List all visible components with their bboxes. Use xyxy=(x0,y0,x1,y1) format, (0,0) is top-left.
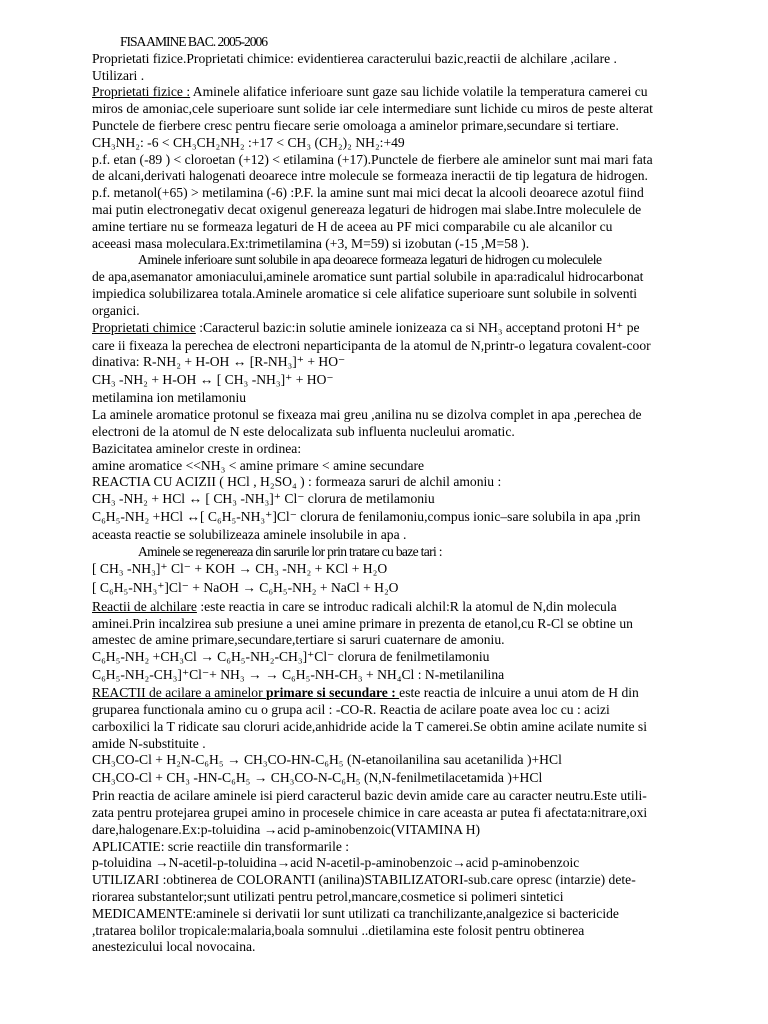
text-line: de apa,asemanator amoniacului,aminele aromatice sunt partial solubile in apa:radicalul hidrocarbonat xyxy=(92,269,644,285)
text-line: p.f. etan (-89 ) < cloroetan (+12) < etilamina (+17).Punctele de fierbere ale aminelor sunt mai mari fata xyxy=(92,151,653,167)
text-line: Prin reactia de acilare aminele isi pierd caracterul bazic devin amide care au caracter neutru.Este utili- xyxy=(92,788,647,804)
text-line: metilamina ion metilamoniu xyxy=(92,390,247,406)
text-line: aceasta reactie se solubilizeaza aminele insolubile in apa . xyxy=(92,527,407,543)
text-line: aminei.Prin incalzirea sub presiune a unei amine primare in prezenta de etanol,cu R-Cl se obtine un xyxy=(92,615,633,631)
text-line: amestec de amine primare,secundare,tertiare si saruri cuaternare de amoniu. xyxy=(92,632,505,648)
section-heading-acids: REACTIA CU ACIZII ( HCl , H₂SO₄ ) : formeaza saruri de alchil amoniu : xyxy=(92,474,502,490)
text-run-bold: primare si secundare : xyxy=(266,685,400,701)
formula-line: dinativa: R-NH₂ + H-OH ↔ [R-NH₃]⁺ + HO⁻ xyxy=(92,354,346,370)
text-run: :este reactia in care se introduc radicali alchil:R la atomul de N,din molecula xyxy=(196,598,617,614)
formula-line: CH₃ -NH₂ + HCl ↔ [ CH₃ -NH₃]⁺ Cl⁻ clorura de metilamoniu xyxy=(92,491,435,507)
formula-line: [ C₆H₅-NH₃⁺]Cl⁻ + NaOH → C₆H₅-NH₂ + NaCl + H₂O xyxy=(92,579,399,595)
section-heading-alkylation: Reactii de alchilare xyxy=(92,598,197,614)
text-line: La aminele aromatice protonul se fixeaza mai greu ,anilina nu se dizolva complet in apa ,perechea de xyxy=(92,407,642,423)
section-heading-acylation: REACTII de acilare a aminelor xyxy=(92,685,266,701)
text-line: riorarea substantelor;sunt utilizati pentru petrol,mancare,cosmetice si polimeri sintetici xyxy=(92,889,564,905)
text-line: aceeasi masa moleculara.Ex:trimetilamina (+3, M=59) si izobutan (-15 ,M=58 ). xyxy=(92,235,530,251)
text-line: Aminele inferioare sunt solubile in apa deoarece formeaza legaturi de hidrogen cu moleculele xyxy=(138,252,602,268)
text-line: Punctele de fierbere cresc pentru fiecare serie omoloaga a aminelor primare,secundare si tertiare. xyxy=(92,117,619,133)
formula-line: [ CH₃ -NH₃]⁺ Cl⁻ + KOH → CH₃ -NH₂ + KCl + H₂O xyxy=(92,560,388,576)
formula-line: C₆H₅-NH₂ +CH₃Cl → C₆H₅-NH₂-CH₃]⁺Cl⁻ clorura de fenilmetilamoniu xyxy=(92,649,490,665)
text-line: Utilizari . xyxy=(92,67,145,83)
section-heading-physical: Proprietati fizice : xyxy=(92,84,191,100)
text-line xyxy=(92,599,760,616)
text-line: amine aromatice <<NH₃ < amine primare < amine secundare xyxy=(92,457,425,473)
text-line: p.f. metanol(+65) > metilamina (-6) :P.F. la amine sunt mai mici decat la alcooli deoarece azotul fiind xyxy=(92,185,644,201)
section-heading-chemical: Proprietati chimice xyxy=(92,319,196,335)
formula-line: C₆H₅-NH₂ +HCl ↔[ C₆H₅-NH₃⁺]Cl⁻ clorura de fenilamoniu,compus ionic–sare solubila in apa ,prin xyxy=(92,509,641,525)
text-line: impiedica solubilizarea totala.Aminele aromatice si cele alifatice superioare sunt solubile in solventi xyxy=(92,285,638,301)
text-line: APLICATIE: scrie reactiile din transformarile : xyxy=(92,838,350,854)
document-title: FISA AMINE BAC. 2005-2006 xyxy=(120,34,268,49)
formula-line: CH₃CO-Cl + CH₃ -HN-C₆H₅ → CH₃CO-N-C₆H₅ (N,N-fenilmetilacetamida )+HCl xyxy=(92,770,543,786)
text-line: de alcani,derivati halogenati deoarece intre molecule se formeaza ineractii de tip legatura de hidrogen. xyxy=(92,168,648,184)
text-line: Proprietati fizice.Proprietati chimice: evidentierea caracterului bazic,reactii de alchilare ,acilare . xyxy=(92,50,617,66)
text-line: zata pentru protejarea grupei amino in procesele chimice in care aceasta ar putea fi afectata:nitrare,oxi xyxy=(92,805,648,821)
formula-line: CH₃NH₂: -6 < CH₃CH₂NH₂ :+17 < CH₃ (CH₂)₂ NH₂:+49 xyxy=(92,134,405,150)
text-line: miros de amoniac,cele superioare sunt solide iar cele intermediare sunt lichide cu miros de peste alterat xyxy=(92,101,653,117)
text-line: amide N-substituite . xyxy=(92,735,206,751)
formula-line: CH₃ -NH₂ + H-OH ↔ [ CH₃ -NH₃]⁺ + HO⁻ xyxy=(92,372,334,388)
text-run: este reactia de inlcuire a unui atom de H din xyxy=(399,685,639,701)
text-line: Aminele se regenereaza din sarurile lor prin tratare cu baze tari : xyxy=(138,543,442,559)
text-line: care ii fixeaza la perechea de electroni neparticipanta de la atomul de N,printr-o legatura covalent-coor xyxy=(92,337,651,353)
text-line: electroni de la atomul de N este delocalizata sub influenta nucleului aromatic. xyxy=(92,423,515,439)
text-line: dare,halogenare.Ex:p-toluidina →acid p-aminobenzoic(VITAMINA H) xyxy=(92,821,481,837)
text-line: p-toluidina →N-acetil-p-toluidina→acid N-acetil-p-aminobenzoic→acid p-aminobenzoic xyxy=(92,855,580,871)
formula-line: C₆H₅-NH₂-CH₃]⁺Cl⁻+ NH₃ → → C₆H₅-NH-CH₃ + NH₄Cl : N-metilanilina xyxy=(92,667,505,683)
text-line: gruparea functionala amino cu o grupa acil : -CO-R. Reactia de acilare poate avea loc cu : acizi xyxy=(92,701,610,717)
text-run: Aminele alifatice inferioare sunt gaze sau lichide volatile la temperatura camerei cu xyxy=(190,84,648,100)
text-line xyxy=(92,685,760,702)
text-line: carboxilici la T ridicate sau cloruri acide,anhidride acide la T camerei.Se obtin amine acilate numite si xyxy=(92,718,647,734)
text-line xyxy=(92,84,760,101)
text-line: MEDICAMENTE:aminele si derivatii lor sunt utilizati ca tranchilizante,analgezice si bactericide xyxy=(92,905,619,921)
text-line: organici. xyxy=(92,302,140,318)
text-line: ,tratarea bolilor tropicale:malaria,boala somnului ..dietilamina este folosit pentru obtinerea xyxy=(92,922,585,938)
text-line xyxy=(92,320,760,338)
text-line: mai putin electronegativ decat oxigenul genereaza legaturi de hidrogen mai slabe.Intre moleculele de xyxy=(92,201,642,217)
formula-line: CH₃CO-Cl + H₂N-C₆H₅ → CH₃CO-HN-C₆H₅ (N-etanoilanilina sau acetanilida )+HCl xyxy=(92,752,562,768)
section-heading-uses: UTILIZARI :obtinerea de COLORANTI (anilina)STABILIZATORI-sub.care opresc (intarzie) dete- xyxy=(92,872,636,888)
text-line: Bazicitatea aminelor creste in ordinea: xyxy=(92,440,302,456)
text-run: :Caracterul bazic:in solutie aminele ionizeaza ca si NH₃ acceptand protoni H⁺ pe xyxy=(195,319,640,335)
text-line: anestezicului local novocaina. xyxy=(92,939,256,955)
text-line: amine tertiare nu se formeaza legaturi de H de aceea au PF mici comparabile cu ale alcanilor cu xyxy=(92,218,613,234)
